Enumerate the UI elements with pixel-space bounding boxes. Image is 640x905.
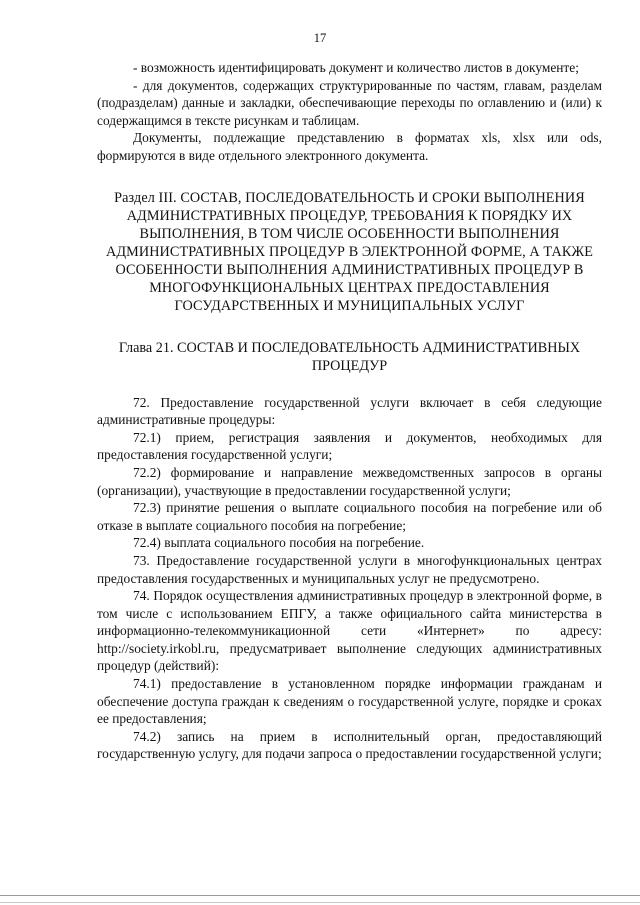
paragraph-74: 74. Порядок осуществления административных процедур в электронной форме, в том числе с использованием ЕПГУ, а также официального сайта министерства в информационно-телекоммуникационной сети «Интернет» по адресу: http://society.irkobl.ru, предусматривает выполнение следующих административных процедур (действий): bbox=[97, 588, 602, 674]
paragraph-74-1: 74.1) предоставление в установленном порядке информации гражданам и обеспечение доступа граждан к сведениям о государственной услуге, порядке и сроках ее предоставления; bbox=[97, 676, 602, 727]
paragraph-74-2: 74.2) запись на прием в исполнительный орган, предоставляющий государственную услугу, для подачи запроса о предоставлении государственной услуги; bbox=[97, 728, 602, 762]
chapter-title: Глава 21. СОСТАВ И ПОСЛЕДОВАТЕЛЬНОСТЬ АДМИНИСТРАТИВНЫХ ПРОЦЕДУР bbox=[118, 339, 581, 374]
paragraph-72-1: 72.1) прием, регистрация заявления и документов, необходимых для предоставления государственной услуги; bbox=[97, 429, 602, 463]
intro-paragraph-3: Документы, подлежащие представлению в форматах xls, xlsx или ods, формируются в виде отдельного электронного документа. bbox=[97, 130, 602, 163]
intro-paragraph-1: - возможность идентифицировать документ и количество листов в документе; bbox=[133, 60, 579, 75]
section-title: Раздел III. СОСТАВ, ПОСЛЕДОВАТЕЛЬНОСТЬ И СРОКИ ВЫПОЛНЕНИЯ АДМИНИСТРАТИВНЫХ ПРОЦЕДУР, ТРЕБОВАНИЯ К ПОРЯДКУ ИХ ВЫПОЛНЕНИЯ, В ТОМ ЧИСЛЕ ОСОБЕННОСТИ ВЫПОЛНЕНИЯ АДМИНИСТРАТИВНЫХ ПРОЦЕДУР В ЭЛЕКТРОННОЙ ФОРМЕ, А ТАКЖЕ ОСОБЕННОСТИ ВЫПОЛНЕНИЯ АДМИНИСТРАТИВНЫХ ПРОЦЕДУР В МНОГОФУНКЦИОНАЛЬНЫХ ЦЕНТРАХ ПРЕДОСТАВЛЕНИЯ ГОСУДАРСТВЕННЫХ И МУНИЦИПАЛЬНЫХ УСЛУГ bbox=[106, 189, 593, 314]
paragraph-72-3: 72.3) принятие решения о выплате социального пособия на погребение или об отказе в выплате социального пособия на погребение; bbox=[97, 500, 602, 533]
paragraph-72-4: 72.4) выплата социального пособия на погребение. bbox=[133, 535, 425, 551]
page-content bbox=[97, 59, 602, 763]
page-number: 17 bbox=[313, 31, 327, 45]
paragraph-73: 73. Предоставление государственной услуги в многофункциональных центрах предоставления государственных и муниципальных услуг не предусмотрено. bbox=[97, 552, 602, 586]
paragraph-72: 72. Предоставление государственной услуги включает в себя следующие административные процедуры: bbox=[97, 394, 602, 428]
paragraph-72-2: 72.2) формирование и направление межведомственных запросов в органы (организации), участвующие в предоставлении государственной услуги; bbox=[97, 464, 602, 498]
scan-edge-line bbox=[0, 895, 640, 896]
scan-edge-line-lower bbox=[0, 902, 640, 903]
intro-paragraph-2: - для документов, содержащих структурированные по частям, главам, разделам (подразделам) данные и закладки, обеспечивающие переходы по оглавлению и (или) к содержащимся в тексте рисункам и таблицам. bbox=[97, 77, 602, 128]
